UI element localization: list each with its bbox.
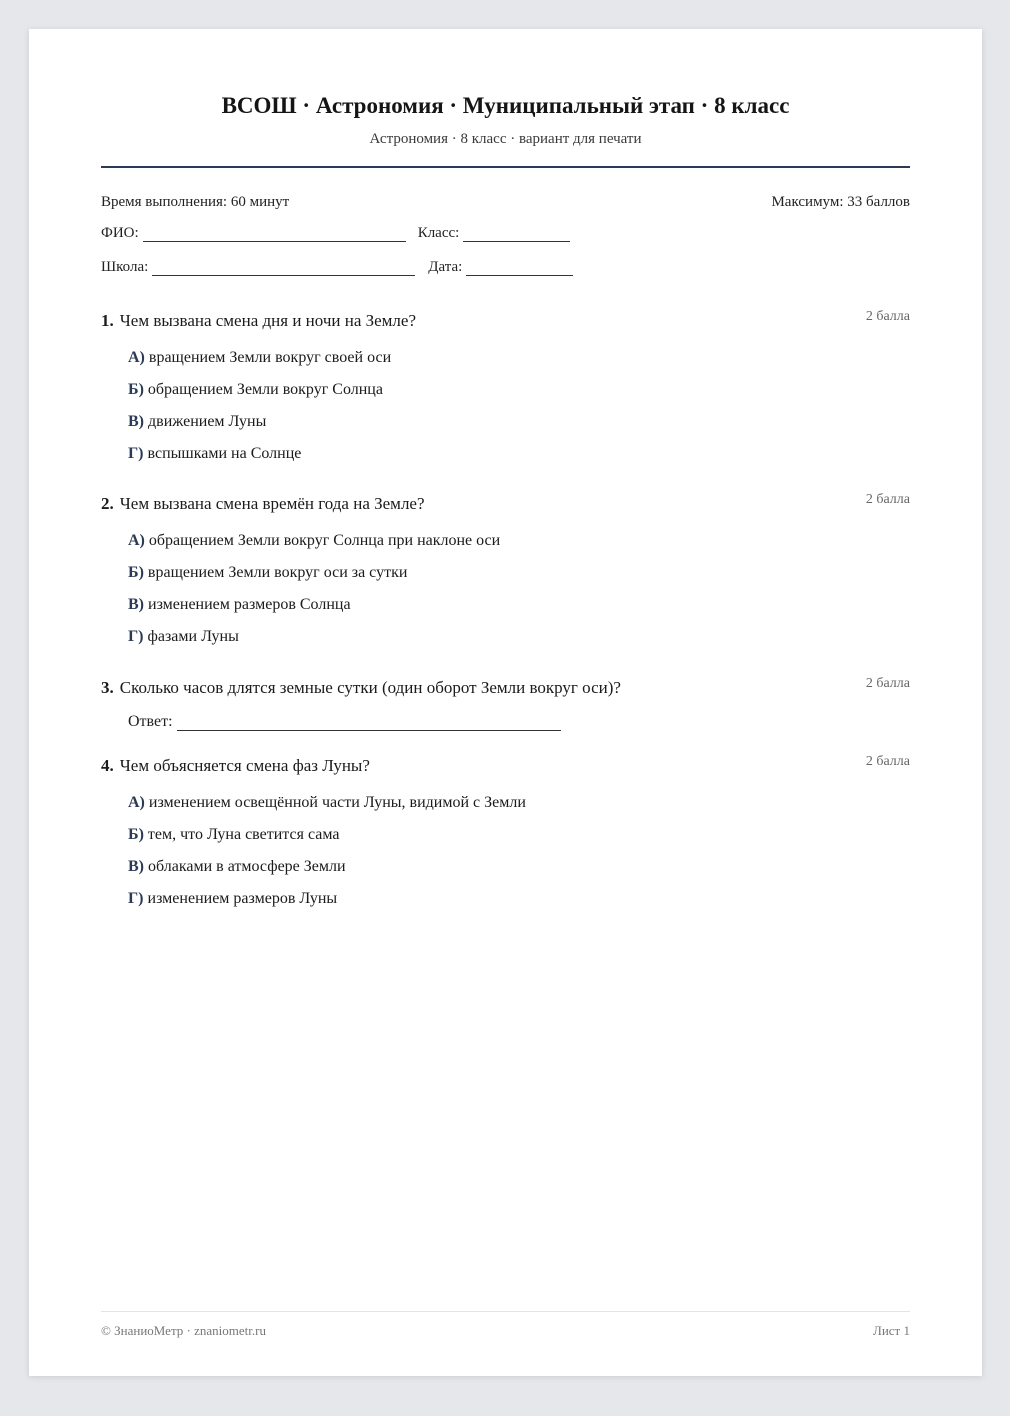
option-letter: В)	[128, 858, 144, 875]
answer-label: Ответ:	[128, 713, 173, 730]
option-letter: Б)	[128, 381, 144, 398]
question-text: Сколько часов длятся земные сутки (один оборот Земли вокруг оси)?	[119, 678, 621, 697]
footer	[101, 1323, 910, 1339]
options-list	[101, 532, 910, 660]
header-divider	[101, 166, 910, 168]
class-label: Класс:	[417, 225, 460, 241]
school-label: Школа:	[101, 259, 149, 275]
question-2	[101, 494, 910, 660]
option-b[interactable]	[128, 564, 910, 596]
option-c[interactable]	[128, 858, 910, 890]
page-title: ВСОШ · Астрономия · Муниципальный этап · 8 класс	[221, 93, 790, 118]
option-text: обращением Земли вокруг Солнца	[147, 381, 383, 398]
question-text: Чем объясняется смена фаз Луны?	[119, 756, 370, 775]
question-number: 1.	[101, 311, 114, 330]
question-header	[101, 678, 910, 698]
option-letter: Г)	[128, 890, 144, 907]
answer-line[interactable]	[177, 716, 561, 731]
option-text: тем, что Луна светится сама	[147, 826, 340, 843]
option-c[interactable]	[128, 596, 910, 628]
date-label: Дата:	[428, 259, 463, 275]
meta-row	[101, 194, 910, 211]
option-text: обращением Земли вокруг Солнца при наклоне оси	[148, 532, 501, 549]
option-a[interactable]	[128, 349, 910, 381]
question-points: 2 балла	[865, 754, 910, 769]
option-c[interactable]	[128, 413, 910, 445]
option-letter: Б)	[128, 564, 144, 581]
option-d[interactable]	[128, 890, 910, 922]
question-header	[101, 311, 910, 331]
max-score: Максимум: 33 баллов	[771, 194, 910, 210]
option-letter: Г)	[128, 445, 144, 462]
option-text: вращением Земли вокруг своей оси	[148, 349, 392, 366]
option-b[interactable]	[128, 826, 910, 858]
options-list	[101, 349, 910, 477]
school-line[interactable]	[152, 261, 415, 276]
option-letter: А)	[128, 532, 145, 549]
question-points: 2 балла	[865, 309, 910, 324]
question-number: 3.	[101, 678, 114, 697]
page-number: Лист 1	[873, 1323, 910, 1338]
footer-divider	[101, 1311, 910, 1312]
option-d[interactable]	[128, 628, 910, 660]
option-letter: А)	[128, 349, 145, 366]
question-points: 2 балла	[865, 676, 910, 691]
page-subtitle: Астрономия · 8 класс · вариант для печати	[369, 131, 642, 147]
option-text: изменением размеров Луны	[147, 890, 338, 907]
question-number: 4.	[101, 756, 114, 775]
option-text: фазами Луны	[147, 628, 239, 645]
fio-line[interactable]	[143, 227, 406, 242]
fio-label: ФИО:	[101, 225, 139, 241]
question-3	[101, 678, 910, 731]
question-4	[101, 756, 910, 922]
option-a[interactable]	[128, 532, 910, 564]
document-sheet	[29, 29, 982, 1376]
school-row	[101, 259, 573, 276]
option-d[interactable]	[128, 445, 910, 477]
option-letter: А)	[128, 794, 145, 811]
date-line[interactable]	[466, 261, 573, 276]
option-letter: В)	[128, 413, 144, 430]
option-letter: Г)	[128, 628, 144, 645]
question-text: Чем вызвана смена времён года на Земле?	[119, 494, 425, 513]
option-a[interactable]	[128, 794, 910, 826]
question-points: 2 балла	[865, 492, 910, 507]
option-text: вспышками на Солнце	[147, 445, 302, 462]
option-text: изменением освещённой части Луны, видимой с Земли	[148, 794, 526, 811]
time-limit: Время выполнения: 60 минут	[101, 194, 290, 210]
option-text: облаками в атмосфере Земли	[148, 858, 346, 875]
footer-copyright: © ЗнаниоМетр · znaniometr.ru	[101, 1323, 266, 1338]
option-letter: Б)	[128, 826, 144, 843]
class-line[interactable]	[463, 227, 570, 242]
option-text: вращением Земли вокруг оси за сутки	[147, 564, 408, 581]
option-letter: В)	[128, 596, 144, 613]
options-list	[101, 794, 910, 922]
question-number: 2.	[101, 494, 114, 513]
option-text: изменением размеров Солнца	[148, 596, 351, 613]
question-text: Чем вызвана смена дня и ночи на Земле?	[119, 311, 417, 330]
question-header	[101, 494, 910, 514]
question-header	[101, 756, 910, 776]
answer-row	[101, 713, 910, 731]
question-1	[101, 311, 910, 477]
option-text: движением Луны	[148, 413, 267, 430]
option-b[interactable]	[128, 381, 910, 413]
fio-row	[101, 225, 570, 242]
